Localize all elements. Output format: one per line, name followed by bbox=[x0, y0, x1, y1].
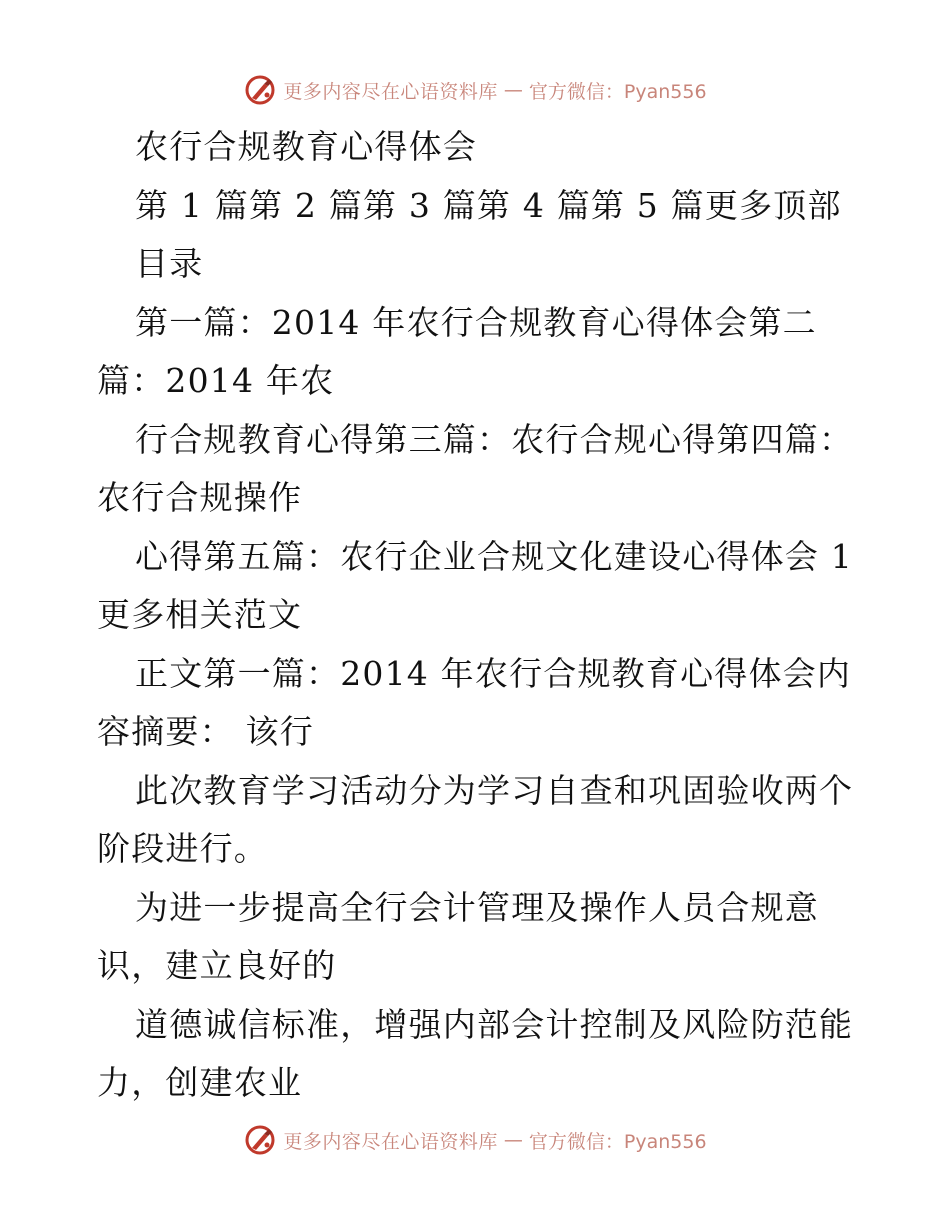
banner-separator: — bbox=[503, 79, 523, 101]
text-line: 为进一步提高全行会计管理及操作人员合规意 bbox=[135, 887, 819, 927]
banner-wechat: 官方微信：Pyan556 bbox=[528, 1130, 707, 1153]
header-banner bbox=[0, 70, 950, 110]
text-line: 道德诚信标准，增强内部会计控制及风险防范能 bbox=[135, 1004, 854, 1044]
text-line: 容摘要： 该行 bbox=[97, 712, 314, 751]
text-line: 此次教育学习活动分为学习自查和巩固验收两个 bbox=[135, 770, 854, 810]
banner-wechat: 官方微信：Pyan556 bbox=[528, 80, 707, 103]
pen-logo-icon bbox=[243, 1123, 277, 1157]
banner-text: 更多内容尽在心语资料库 bbox=[283, 80, 498, 103]
footer-banner bbox=[0, 1120, 950, 1160]
text-line: 行合规教育心得第三篇：农行合规心得第四篇： bbox=[135, 419, 854, 459]
text-line: 篇：2014 年农 bbox=[97, 361, 335, 400]
banner-text: 更多内容尽在心语资料库 bbox=[283, 1130, 498, 1153]
document-body bbox=[97, 118, 857, 1113]
toc-heading: 目录 bbox=[135, 244, 204, 283]
banner-separator: — bbox=[503, 1129, 523, 1151]
text-line: 阶段进行。 bbox=[97, 829, 268, 868]
text-line: 农行合规操作 bbox=[97, 478, 303, 517]
chapter-nav-line: 第 1 篇第 2 篇第 3 篇第 4 篇第 5 篇更多顶部 bbox=[135, 185, 842, 225]
text-line: 第一篇：2014 年农行合规教育心得体会第二 bbox=[135, 302, 817, 342]
pen-logo-icon bbox=[243, 73, 277, 107]
document-title: 农行合规教育心得体会 bbox=[135, 127, 477, 166]
text-line: 识，建立良好的 bbox=[97, 946, 337, 985]
text-line: 正文第一篇：2014 年农行合规教育心得体会内 bbox=[135, 653, 852, 693]
text-line: 心得第五篇：农行企业合规文化建设心得体会 1 bbox=[135, 536, 853, 576]
text-line: 力，创建农业 bbox=[97, 1063, 303, 1102]
text-line: 更多相关范文 bbox=[97, 595, 303, 634]
